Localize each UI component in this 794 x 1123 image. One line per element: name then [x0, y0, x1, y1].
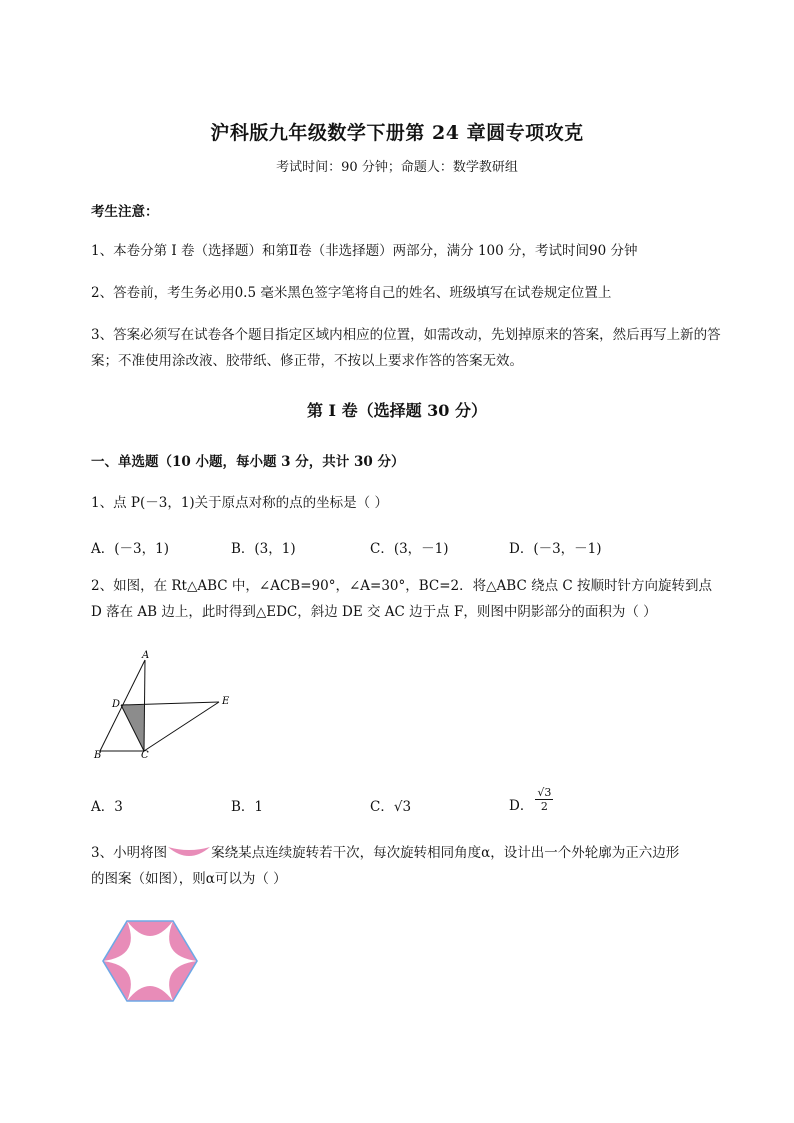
label-c: C — [141, 750, 149, 761]
notice-item-1: 1、本卷分第 I 卷（选择题）和第Ⅱ卷（非选择题）两部分，满分 100 分，考试时间90 分钟 — [91, 243, 638, 259]
stem-part-1: 3、小明将图 — [91, 845, 168, 861]
label-b: B — [94, 750, 102, 761]
question-2-stem-line1: 2、如图，在 Rt△ABC 中，∠ACB=90°，∠A=30°，BC=2．将△ABC 绕点 C 按顺时针方向旋转到点 — [91, 578, 712, 594]
section-title: 第 I 卷（选择题 30 分） — [306, 401, 488, 420]
triangle-figure — [88, 645, 248, 765]
option-c-label: C． — [370, 799, 394, 815]
fraction-denominator: 2 — [540, 799, 548, 813]
question-2-option-a: A．3 — [91, 799, 123, 815]
fraction — [535, 786, 553, 813]
page-title: 沪科版九年级数学下册第 24 章圆专项攻克 — [210, 122, 584, 144]
petal — [127, 986, 173, 1001]
part-heading: 一、单选题（10 小题，每小题 3 分，共计 30 分） — [91, 454, 405, 470]
petal-shape-icon — [167, 845, 211, 859]
option-c-value: √3 — [393, 799, 412, 815]
fraction-numerator: √3 — [537, 785, 552, 799]
question-2-option-d — [509, 784, 553, 814]
question-3-stem-line1 — [91, 840, 679, 866]
label-a: A — [142, 650, 150, 661]
label-d: D — [112, 699, 121, 710]
question-1-option-c: C．(3，－1) — [370, 541, 449, 557]
question-2-option-b: B．1 — [231, 799, 264, 815]
petal — [127, 921, 173, 936]
question-1-option-d: D．(－3，－1) — [509, 541, 602, 557]
question-1-option-a: A．(－3，1) — [91, 541, 169, 557]
petals — [103, 921, 197, 1001]
stem-part-2: 案绕某点连续旋转若干次，每次旋转相同角度α，设计出一个外轮廓为正六边形 — [211, 845, 680, 861]
question-2-option-c — [370, 795, 411, 815]
question-1-stem: 1、点 P(－3，1)关于原点对称的点的坐标是（ ） — [91, 495, 388, 511]
exam-info: 考试时间：90 分钟；命题人：数学教研组 — [276, 160, 518, 175]
notice-item-2: 2、答卷前，考生务必用0.5 毫米黑色签字笔将自己的姓名、班级填写在试卷规定位置上 — [91, 285, 612, 301]
hexagon-pattern-figure — [100, 918, 200, 1004]
question-1-option-b: B．(3，1) — [231, 541, 296, 557]
question-2-stem-line2: D 落在 AB 边上，此时得到△EDC，斜边 DE 交 AC 边于点 F，则图中阴影部分的面积为（ ） — [91, 604, 657, 620]
option-d-label: D． — [509, 798, 534, 814]
label-e: E — [222, 696, 230, 707]
notice-heading: 考生注意： — [91, 204, 159, 220]
notice-item-3: 3、答案必须写在试卷各个题目指定区域内相应的位置，如需改动，先划掉原来的答案，然后再写上新的答案；不准使用涂改液、胶带纸、修正带，不按以上要求作答的答案无效。 — [91, 327, 721, 369]
question-3-stem-line2: 的图案（如图），则α可以为（ ） — [91, 871, 287, 887]
